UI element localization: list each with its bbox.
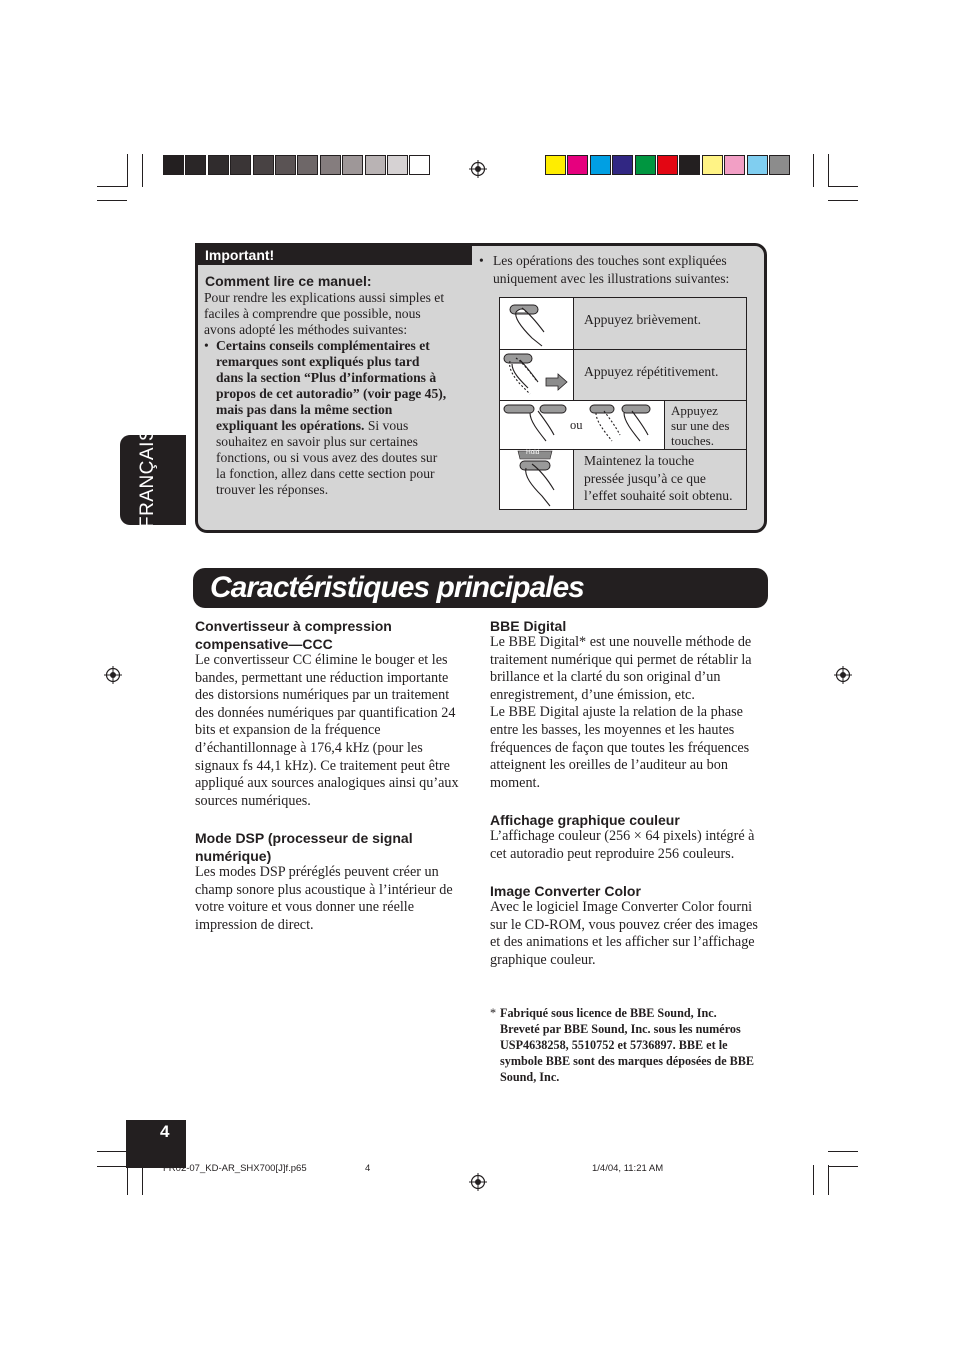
gray-swatch xyxy=(365,155,386,175)
crop-mark xyxy=(142,154,143,187)
registration-mark-icon xyxy=(104,666,122,684)
text-line: uniquement avec les illustrations suivantes: xyxy=(493,271,730,286)
or-label: ou xyxy=(570,418,583,432)
crop-mark xyxy=(828,200,858,201)
text-line: atteignent les oreilles de l’auditeur au bon xyxy=(490,757,728,774)
text-line: d’échantillonnage à 176,4 kHz (pour les xyxy=(195,739,423,756)
section-body xyxy=(490,634,770,792)
text-line: des données numériques par quantification 24 xyxy=(195,704,456,721)
text-line: cet autoradio peut reproduire 256 couleurs. xyxy=(490,845,735,862)
crop-mark xyxy=(828,154,829,187)
color-swatch xyxy=(545,155,566,175)
crop-mark xyxy=(828,1165,829,1195)
text-line: BBE Digital xyxy=(490,618,567,634)
text-line: mais pas dans la même section xyxy=(216,402,393,417)
text-line: moment. xyxy=(490,774,541,791)
section-body xyxy=(490,899,770,969)
color-swatch xyxy=(769,155,790,175)
text-line: trouver les réponses. xyxy=(216,482,329,497)
text-line: graphique couleur. xyxy=(490,951,596,968)
text-line: Avec le logiciel Image Converter Color fourni xyxy=(490,899,753,915)
language-tab-label: FRANÇAIS xyxy=(137,427,158,529)
section-heading xyxy=(490,811,680,829)
gray-swatch xyxy=(185,155,206,175)
text-line: L’affichage couleur (256 × 64 pixels) intégré à xyxy=(490,828,755,844)
color-swatch xyxy=(747,155,768,175)
gray-swatch xyxy=(163,155,184,175)
text-line: avons adopté les méthodes suivantes: xyxy=(204,322,408,337)
text-line: champ sonore plus acoustique à l’intérieur de xyxy=(195,881,453,898)
section-heading xyxy=(195,617,392,653)
hold-description xyxy=(573,449,747,510)
text-line: Appuyez brièvement. xyxy=(584,312,702,327)
illustration-intro xyxy=(479,252,759,288)
section-heading xyxy=(490,882,641,900)
text-line: l’effet souhaité soit obtenu. xyxy=(584,488,733,503)
gray-swatch xyxy=(208,155,229,175)
finger-repeat-press-icon xyxy=(500,350,573,400)
important-label: Important! xyxy=(205,247,275,263)
slug-file: FR02-07_KD-AR_SHX700[J]f.p65 xyxy=(163,1163,307,1174)
text-line: brillance et la clarté du son original d’un xyxy=(490,669,721,686)
text-line: appliqué aux sources analogiques ainsi qu’aux xyxy=(195,775,459,792)
gray-swatch xyxy=(342,155,363,175)
slug-page: 4 xyxy=(365,1163,371,1174)
gray-swatch xyxy=(387,155,408,175)
text-line: Fabriqué sous licence de BBE Sound, Inc. xyxy=(500,1006,717,1020)
crop-mark xyxy=(142,1165,143,1195)
important-subtitle: Comment lire ce manuel: xyxy=(205,273,372,289)
text-line: sources numériques. xyxy=(195,792,311,809)
section-body xyxy=(195,864,475,934)
text-line: dans la section “Plus d’informations à xyxy=(216,370,437,385)
text-line: et des animations et les afficher sur l’affichage xyxy=(490,934,755,951)
registration-mark-icon xyxy=(469,160,487,178)
section-heading xyxy=(490,617,566,635)
text-line: Le BBE Digital* est une nouvelle méthode de xyxy=(490,634,752,650)
text-line: Maintenez la touche xyxy=(584,453,695,468)
text-line: remarques sont expliqués plus tard xyxy=(216,354,420,369)
color-swatch xyxy=(679,155,700,175)
gray-swatch xyxy=(230,155,251,175)
text-line: bits et expansion de la fréquence xyxy=(195,722,381,739)
page-number: 4 xyxy=(160,1122,170,1141)
bullet-symbol: • xyxy=(204,338,209,353)
section-body xyxy=(195,652,475,810)
text-line: Sound, Inc. xyxy=(500,1070,560,1084)
text-line: Breveté par BBE Sound, Inc. sous les numéros xyxy=(500,1022,741,1036)
registration-mark-icon xyxy=(834,666,852,684)
color-swatch xyxy=(657,155,678,175)
text-line: Convertisseur à compression xyxy=(195,618,392,634)
gray-swatch xyxy=(320,155,341,175)
text-line: Le BBE Digital ajuste la relation de la phase xyxy=(490,704,743,721)
crop-mark xyxy=(127,154,128,187)
text-line: expliquant les opérations. xyxy=(216,418,365,433)
text-line: fréquences de façon que toutes les fréquences xyxy=(490,739,750,756)
color-swatch xyxy=(702,155,723,175)
color-swatch xyxy=(635,155,656,175)
crop-mark xyxy=(828,1151,858,1152)
text-line: Le convertisseur CC élimine le bouger et les xyxy=(195,652,448,668)
gray-swatch xyxy=(297,155,318,175)
text-line: bandes, permettant une réduction importante xyxy=(195,669,449,686)
footnote xyxy=(490,1005,770,1085)
text-line: souhaitez en savoir plus sur certaines xyxy=(216,434,418,449)
text-line: Les modes DSP préréglés peuvent créer un xyxy=(195,864,439,880)
color-swatch xyxy=(612,155,633,175)
text-line: propos de cet autoradio” (voir page 45), xyxy=(216,386,447,401)
text-line: enregistrement, d’une émission, etc. xyxy=(490,686,695,703)
finger-press-icon xyxy=(500,298,573,349)
crop-mark xyxy=(97,1166,127,1167)
crop-mark xyxy=(813,1165,814,1195)
bullet-symbol: • xyxy=(479,253,484,268)
text-line: des distorsions numériques par un traitement xyxy=(195,687,450,704)
hold-illustration xyxy=(499,449,574,510)
text-line: traitement numérique qui permet de rétablir la xyxy=(490,651,752,668)
color-swatch xyxy=(567,155,588,175)
text-line: Mode DSP (processeur de signal xyxy=(195,830,413,846)
text-line: USP4638258, 5510752 et 5736897. BBE et le xyxy=(500,1038,728,1052)
gray-swatch xyxy=(409,155,430,175)
footnote-star: * xyxy=(490,1006,497,1020)
crop-mark xyxy=(97,200,127,201)
press-briefly-illustration xyxy=(499,297,574,350)
text-line: Affichage graphique couleur xyxy=(490,812,680,828)
color-swatch xyxy=(724,155,745,175)
text-line: signaux fs 44,1 kHz). Ce traitement peut être xyxy=(195,757,450,774)
text-line: Appuyez xyxy=(671,403,718,418)
press-one-key-label xyxy=(664,400,747,450)
color-swatch xyxy=(590,155,611,175)
section-heading xyxy=(195,829,413,865)
press-briefly-label xyxy=(573,297,747,350)
important-bullet xyxy=(204,338,472,498)
finger-hold-icon xyxy=(500,450,573,509)
illustration-table xyxy=(499,297,747,510)
text-line: touches. xyxy=(671,433,714,448)
text-line: Pour rendre les explications aussi simples et xyxy=(204,290,445,305)
slug-date: 1/4/04, 11:21 AM xyxy=(592,1163,664,1174)
text-line: symbole BBE sont des marques déposées de BBE xyxy=(500,1054,755,1068)
text-line: sur une des xyxy=(671,418,730,433)
text-line: Appuyez répétitivement. xyxy=(584,364,719,379)
press-repeatedly-illustration xyxy=(499,349,574,401)
text-line: entre les basses, les moyennes et les hautes xyxy=(490,721,735,738)
text-line: Les opérations des touches sont expliquées xyxy=(493,253,727,268)
crop-mark xyxy=(813,154,814,187)
text-line: impression de direct. xyxy=(195,916,314,933)
text-line: sur le CD-ROM, vous pouvez créer des images xyxy=(490,916,758,933)
text-line: fonctions, ou si vous avez des doutes sur xyxy=(216,450,438,465)
crop-mark xyxy=(97,186,127,187)
gray-swatch xyxy=(275,155,296,175)
page-title: Caractéristiques principales xyxy=(210,571,584,604)
important-intro xyxy=(204,290,472,338)
text-line: Si vous xyxy=(364,418,409,433)
text-line: pressée jusqu’à ce que xyxy=(584,470,706,486)
text-line: faciles à comprendre que possible, nous xyxy=(204,306,421,321)
text-line: compensative—CCC xyxy=(195,636,333,652)
crop-mark xyxy=(828,186,858,187)
section-body xyxy=(490,828,770,863)
text-line: Certains conseils complémentaires et xyxy=(216,338,430,353)
text-line: votre voiture et vous donner une réelle xyxy=(195,899,415,916)
page-number-box xyxy=(126,1120,186,1168)
text-line: Image Converter Color xyxy=(490,883,641,899)
text-line: la fonction, allez dans cette section pour xyxy=(216,466,435,481)
gray-swatch xyxy=(253,155,274,175)
crop-mark xyxy=(828,1166,858,1167)
hold-label: Hold xyxy=(526,449,540,456)
crop-mark xyxy=(97,1151,127,1152)
press-repeatedly-label xyxy=(573,349,747,401)
registration-mark-icon xyxy=(469,1173,487,1191)
text-line: numérique) xyxy=(195,848,272,864)
crop-mark xyxy=(127,1165,128,1195)
